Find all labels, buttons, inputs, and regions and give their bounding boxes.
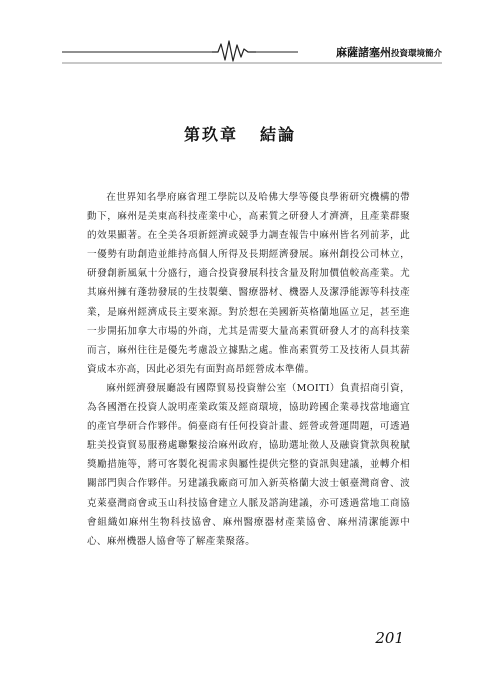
chapter-number: 第玖章 <box>183 125 238 144</box>
paragraph: 麻州經濟發展廳設有國際貿易投資辦公室（MOITI）負責招商引資，為各國潛在投資人說明產業政策及經商環境，協助跨國企業尋找當地適宜的產官學研合作夥伴。倘臺商有任何投資計畫、經營或營運問題，可透過駐美投資貿易服務處聯繫接洽麻州政府，協助選址徵人及融資貸款與稅賦獎勵措施等，將可客製化視需求與屬性提供完整的資訊與建議，並轉介相關部門與合作夥伴。另建議我廠商可加入新英格蘭大波士頓臺灣商會、波克萊臺灣商會或玉山科技協會建立人脈及諮詢建議，亦可透過當地工商協會組織如麻州生物科技協會、麻州醫療器材產業協會、麻州清潔能源中心、麻州機器人協會等了解產業聚落。 <box>87 382 410 547</box>
paragraph: 在世界知名學府麻省理工學院以及哈佛大學等優良學術研究機構的帶動下，麻州是美東高科技產業中心，高素質之研發人才濟濟，且產業群聚的效果顯著。在全美各項新經濟或競爭力調查報告中麻州皆名列前茅，此一優勢有助創造並維持高個人所得及長期經濟發展。麻州創投公司林立，研發創新風氣十分盛行，適合投資發展科技含量及附加價值較高產業。尤其麻州擁有蓬勃發展的生技製藥、醫療器材、機器人及潔淨能源等科技產業，是麻州經濟成長主要來源。對於想在美國新英格蘭地區立足，甚至進一步開拓加拿大市場的外商，尤其是需要大量高素質研發人才的高科技業而言，麻州往往是優先考慮設立據點之處。惟高素質勞工及技術人員其薪資成本亦高，因此必須先有面對高昂經營成本準備。 <box>87 192 410 375</box>
running-header <box>62 35 442 65</box>
header-title-main: 麻薩諸塞州 <box>335 46 391 59</box>
header-title-sub: 投資環境簡介 <box>390 49 442 59</box>
page-number: 201 <box>375 629 404 647</box>
chapter-heading <box>0 122 480 145</box>
body-text <box>87 188 410 551</box>
header-title <box>336 41 442 60</box>
chapter-title: 結論 <box>260 125 297 144</box>
